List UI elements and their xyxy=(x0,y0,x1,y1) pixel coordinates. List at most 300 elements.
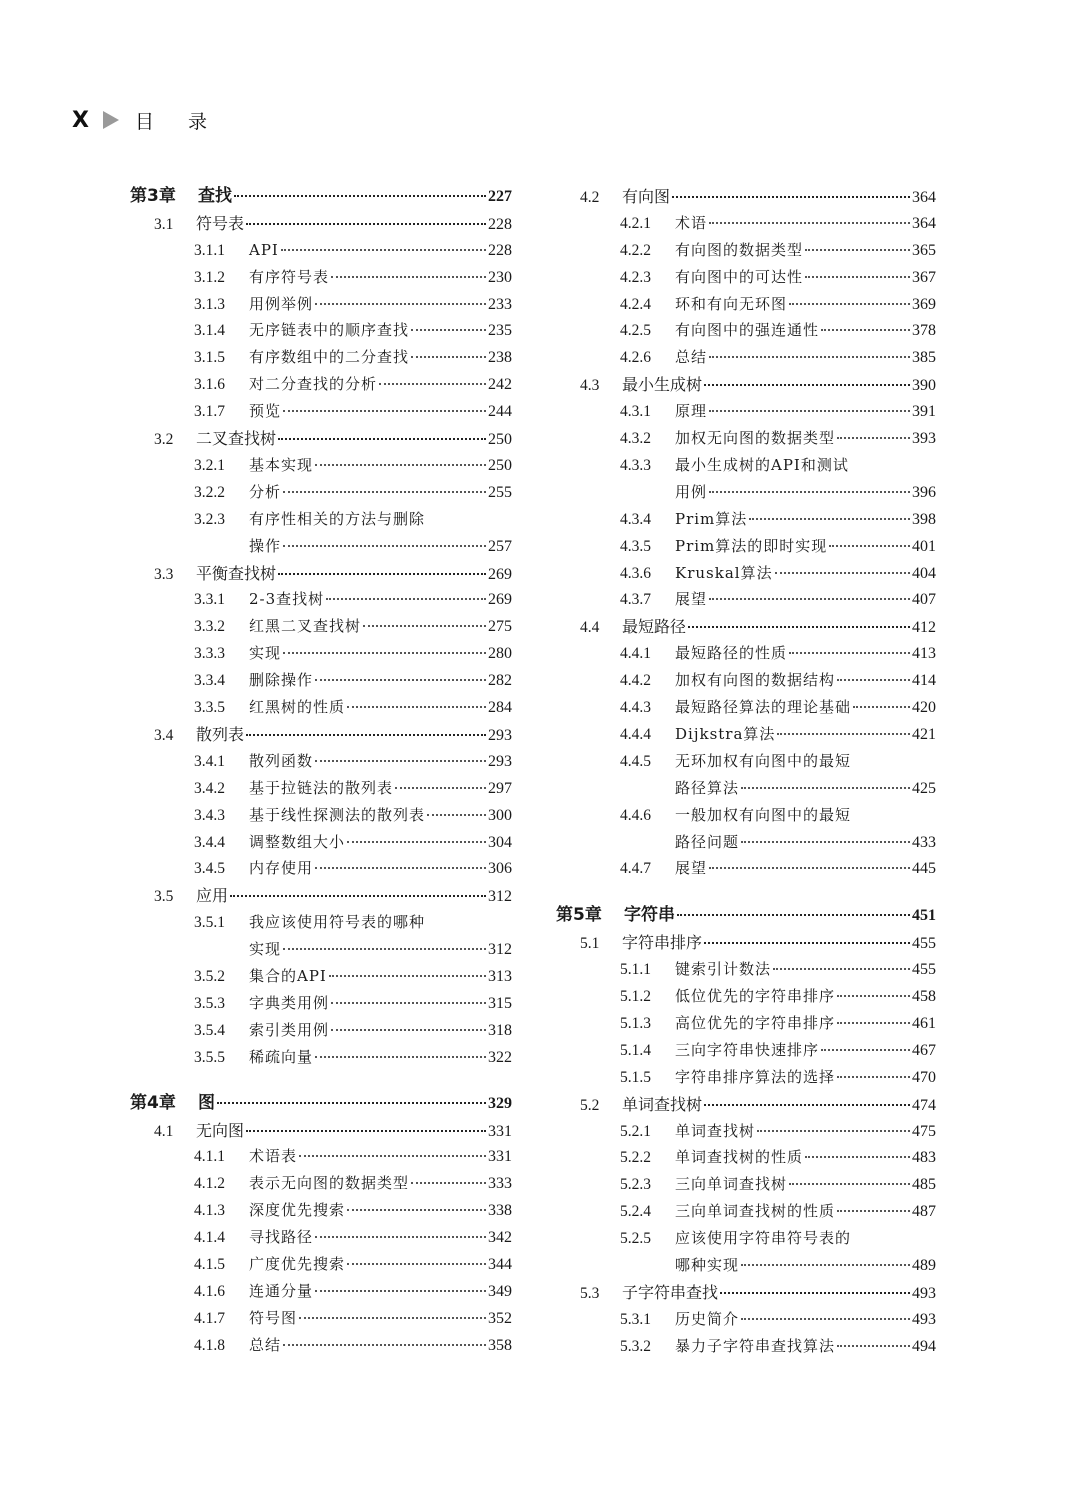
toc-entry[interactable] xyxy=(130,829,512,856)
page-title: 目录 xyxy=(134,110,241,133)
toc-entry[interactable] xyxy=(556,855,936,882)
toc-entry[interactable] xyxy=(130,882,512,909)
page-header xyxy=(72,106,241,134)
toc-entry-page: 385 xyxy=(912,349,936,366)
toc-entry-number: 4.1.6 xyxy=(194,1283,225,1300)
toc-entry[interactable] xyxy=(556,1279,936,1306)
toc-entry[interactable] xyxy=(130,1278,512,1305)
toc-entry[interactable] xyxy=(556,586,936,613)
toc-entry-page: 233 xyxy=(488,296,512,313)
toc-entry-page: 391 xyxy=(912,403,936,420)
toc-entry-title: 低位优先的字符串排序 xyxy=(675,987,836,1005)
toc-entry-number: 3.1.1 xyxy=(194,242,225,259)
toc-entry[interactable] xyxy=(556,829,936,856)
dot-leader xyxy=(720,1288,910,1294)
dot-leader xyxy=(741,1314,910,1320)
toc-entry-page: 401 xyxy=(912,538,936,555)
toc-entry[interactable] xyxy=(130,613,512,640)
toc-entry-title: 查找 xyxy=(198,186,232,206)
toc-entry[interactable] xyxy=(556,640,936,667)
toc-entry-page: 227 xyxy=(488,188,512,205)
toc-entry-number: 3.2.1 xyxy=(194,457,225,474)
dot-leader xyxy=(741,1260,910,1266)
toc-entry-page: 414 xyxy=(912,672,936,689)
toc-entry-page: 235 xyxy=(488,322,512,339)
toc-entry-number: 3.4 xyxy=(154,727,174,744)
toc-entry[interactable] xyxy=(130,721,512,748)
toc-entry-page: 461 xyxy=(912,1015,936,1032)
toc-entry-title: 基于拉链法的散列表 xyxy=(249,779,394,797)
toc-entry[interactable] xyxy=(130,183,512,210)
toc-entry-number: 4.2.1 xyxy=(620,215,651,232)
dot-leader xyxy=(278,569,486,575)
toc-entry[interactable] xyxy=(556,1252,936,1279)
toc-entry[interactable] xyxy=(556,264,936,291)
toc-entry-number: 5.3.1 xyxy=(620,1311,651,1328)
dot-leader xyxy=(704,1100,910,1106)
toc-entry-number: 3.1.7 xyxy=(194,403,225,420)
toc-entry-title: 单词查找树 xyxy=(675,1122,756,1140)
toc-entry-page: 230 xyxy=(488,269,512,286)
toc-entry-page: 487 xyxy=(912,1203,936,1220)
toc-entry-number: 3.4.2 xyxy=(194,780,225,797)
toc-entry-number: 4.4.6 xyxy=(620,807,651,824)
toc-entry[interactable] xyxy=(130,748,512,775)
toc-entry[interactable] xyxy=(556,317,936,344)
toc-entry[interactable] xyxy=(556,1306,936,1333)
toc-entry-page: 467 xyxy=(912,1042,936,1059)
dot-leader xyxy=(709,406,910,412)
toc-entry-page: 358 xyxy=(488,1337,512,1354)
toc-entry[interactable] xyxy=(130,371,512,398)
toc-entry-title: 有向图中的强连通性 xyxy=(675,321,820,339)
dot-leader xyxy=(283,406,486,412)
toc-entry-number: 3.3.3 xyxy=(194,645,225,662)
toc-entry-number: 4.2.5 xyxy=(620,322,651,339)
toc-entry[interactable] xyxy=(130,1305,512,1332)
toc-entry[interactable] xyxy=(556,210,936,237)
toc-entry-page: 250 xyxy=(488,457,512,474)
toc-entry-title: 用例举例 xyxy=(249,295,314,313)
toc-entry-title: 广度优先搜索 xyxy=(249,1255,346,1273)
toc-entry[interactable] xyxy=(556,1171,936,1198)
toc-entry-title: 三向单词查找树 xyxy=(675,1175,788,1193)
dot-leader xyxy=(704,938,910,944)
dot-leader xyxy=(283,648,486,654)
toc-entry-title: 路径问题 xyxy=(675,833,740,851)
toc-entry[interactable] xyxy=(130,1224,512,1251)
toc-entry[interactable] xyxy=(130,1251,512,1278)
toc-entry-title: 三向字符串快速排序 xyxy=(675,1041,820,1059)
toc-entry-page: 413 xyxy=(912,645,936,662)
toc-entry[interactable] xyxy=(130,1090,512,1117)
dot-leader xyxy=(246,730,486,736)
toc-entry-page: 445 xyxy=(912,860,936,877)
toc-entry[interactable] xyxy=(130,425,512,452)
toc-entry-title: Kruskal算法 xyxy=(675,564,773,582)
dot-leader xyxy=(347,837,486,843)
toc-entry-number: 4.3 xyxy=(580,377,600,394)
toc-entry-title: Prim算法 xyxy=(675,510,748,528)
toc-entry-page: 474 xyxy=(912,1097,936,1114)
toc-entry-number: 4.1.1 xyxy=(194,1148,225,1165)
toc-entry-title: 调整数组大小 xyxy=(249,833,346,851)
toc-entry[interactable] xyxy=(130,1117,512,1144)
dot-leader xyxy=(315,1286,486,1292)
toc-entry-number: 3.1.3 xyxy=(194,296,225,313)
dot-leader xyxy=(709,218,910,224)
toc-entry-title: 散列函数 xyxy=(249,752,314,770)
toc-entry-number: 3.4.4 xyxy=(194,834,225,851)
toc-entry-number: 4.3.6 xyxy=(620,565,651,582)
toc-entry[interactable] xyxy=(556,479,936,506)
toc-entry-title: 无序链表中的顺序查找 xyxy=(249,321,410,339)
toc-entry-page: 338 xyxy=(488,1202,512,1219)
toc-entry-title: 预览 xyxy=(249,402,282,420)
toc-entry[interactable] xyxy=(130,533,512,560)
toc-entry[interactable] xyxy=(556,1064,936,1091)
toc-entry-title: 总结 xyxy=(249,1336,282,1354)
toc-entry[interactable] xyxy=(556,533,936,560)
toc-entry-page: 304 xyxy=(488,834,512,851)
page-marker: X xyxy=(72,107,89,133)
toc-entry-number: 3.1.2 xyxy=(194,269,225,286)
toc-entry-page: 390 xyxy=(912,377,936,394)
toc-entry-title: 历史简介 xyxy=(675,1310,740,1328)
toc-entry-page: 493 xyxy=(912,1311,936,1328)
dot-leader xyxy=(278,434,486,440)
dot-leader xyxy=(246,1126,486,1132)
toc-entry-title: 集合的API xyxy=(249,967,327,985)
toc-entry[interactable] xyxy=(556,506,936,533)
toc-entry[interactable] xyxy=(130,936,512,963)
dot-leader xyxy=(821,325,910,331)
toc-entry-page: 257 xyxy=(488,538,512,555)
toc-entry-number: 3.2.3 xyxy=(194,511,225,528)
toc-entry-page: 455 xyxy=(912,935,936,952)
toc-entry-number: 4.3.1 xyxy=(620,403,651,420)
dot-leader xyxy=(331,998,486,1004)
toc-entry-number: 4.3.4 xyxy=(620,511,651,528)
toc-entry[interactable] xyxy=(556,371,936,398)
toc-entry[interactable] xyxy=(130,1044,512,1071)
dot-leader xyxy=(821,1045,910,1051)
toc-entry[interactable] xyxy=(130,586,512,613)
toc-entry-number: 5.1.4 xyxy=(620,1042,651,1059)
toc-entry-page: 494 xyxy=(912,1338,936,1355)
toc-entry-title: 实现 xyxy=(249,644,282,662)
dot-leader xyxy=(395,783,486,789)
toc-entry[interactable] xyxy=(130,398,512,425)
toc-entry-title: 符号表 xyxy=(196,214,245,233)
toc-entry-page: 364 xyxy=(912,189,936,206)
toc-entry-page: 242 xyxy=(488,376,512,393)
toc-entry[interactable] xyxy=(556,560,936,587)
toc-entry-number: 3.1.5 xyxy=(194,349,225,366)
toc-entry-page: 369 xyxy=(912,296,936,313)
toc-entry-page: 333 xyxy=(488,1175,512,1192)
toc-entry-title: Prim算法的即时实现 xyxy=(675,537,828,555)
toc-entry[interactable] xyxy=(130,640,512,667)
toc-entry[interactable] xyxy=(556,667,936,694)
toc-entry[interactable] xyxy=(130,1170,512,1197)
toc-entry-page: 297 xyxy=(488,780,512,797)
dot-leader xyxy=(749,514,910,520)
toc-entry-number: 3.3.4 xyxy=(194,672,225,689)
toc-entry-number: 4.4.2 xyxy=(620,672,651,689)
toc-entry[interactable] xyxy=(130,667,512,694)
toc-entry-page: 228 xyxy=(488,242,512,259)
toc-entry-number: 4.1.8 xyxy=(194,1337,225,1354)
toc-entry-number: 3.5.2 xyxy=(194,968,225,985)
toc-entry[interactable] xyxy=(130,1017,512,1044)
toc-entry[interactable] xyxy=(556,694,936,721)
dot-leader xyxy=(230,891,486,897)
toc-entry[interactable] xyxy=(556,1010,936,1037)
toc-entry[interactable] xyxy=(130,210,512,237)
toc-entry-title: 加权有向图的数据结构 xyxy=(675,671,836,689)
toc-entry-page: 342 xyxy=(488,1229,512,1246)
toc-entry-number: 4.4 xyxy=(580,619,600,636)
toc-entry[interactable] xyxy=(130,264,512,291)
toc-entry-number: 4.3.7 xyxy=(620,591,651,608)
dot-leader xyxy=(688,622,910,628)
toc-entry-title: 暴力子字符串查找算法 xyxy=(675,1337,836,1355)
toc-entry-number: 4.1.2 xyxy=(194,1175,225,1192)
toc-entry-page: 293 xyxy=(488,753,512,770)
dot-leader xyxy=(829,541,910,547)
toc-entry-page: 455 xyxy=(912,961,936,978)
toc-entry-page: 331 xyxy=(488,1148,512,1165)
toc-entry[interactable] xyxy=(556,1118,936,1145)
toc-entry[interactable] xyxy=(130,452,512,479)
toc-entry-page: 228 xyxy=(488,216,512,233)
toc-entry[interactable] xyxy=(556,802,936,829)
dot-leader xyxy=(363,621,486,627)
toc-entry-title: 子字符串查找 xyxy=(622,1283,719,1302)
toc-entry-page: 269 xyxy=(488,591,512,608)
toc-entry[interactable] xyxy=(556,1333,936,1360)
toc-entry-title: 索引类用例 xyxy=(249,1021,330,1039)
dot-leader xyxy=(805,245,910,251)
toc-entry-number: 3.2 xyxy=(154,431,174,448)
toc-entry-title: 有序数组中的二分查找 xyxy=(249,348,410,366)
dot-leader xyxy=(757,1126,910,1132)
toc-entry[interactable] xyxy=(556,183,936,210)
toc-entry-title: API xyxy=(249,241,279,259)
dot-leader xyxy=(347,1205,486,1211)
toc-entry[interactable] xyxy=(130,694,512,721)
toc-entry-page: 269 xyxy=(488,566,512,583)
toc-entry[interactable] xyxy=(130,963,512,990)
dot-leader xyxy=(283,1340,486,1346)
toc-entry[interactable] xyxy=(130,802,512,829)
toc-entry[interactable] xyxy=(130,855,512,882)
toc-entry[interactable] xyxy=(556,291,936,318)
toc-entry[interactable] xyxy=(130,1332,512,1359)
dot-leader xyxy=(347,702,486,708)
toc-entry-page: 365 xyxy=(912,242,936,259)
dot-leader xyxy=(777,729,910,735)
toc-entry-number: 4.3.2 xyxy=(620,430,651,447)
toc-entry[interactable] xyxy=(556,929,936,956)
toc-entry-page: 393 xyxy=(912,430,936,447)
toc-entry[interactable] xyxy=(556,1091,936,1118)
toc-entry-page: 378 xyxy=(912,322,936,339)
toc-entry-title: 连通分量 xyxy=(249,1282,314,1300)
toc-entry-page: 398 xyxy=(912,511,936,528)
toc-entry[interactable] xyxy=(556,748,936,775)
toc-entry[interactable] xyxy=(556,1198,936,1225)
toc-entry[interactable] xyxy=(556,902,936,929)
toc-entry[interactable] xyxy=(556,398,936,425)
toc-entry[interactable] xyxy=(130,775,512,802)
toc-entry[interactable] xyxy=(556,1144,936,1171)
toc-entry-title: 展望 xyxy=(675,590,708,608)
dot-leader xyxy=(283,541,486,547)
toc-entry-title: 展望 xyxy=(675,859,708,877)
toc-entry-page: 367 xyxy=(912,269,936,286)
toc-entry[interactable] xyxy=(556,1037,936,1064)
dot-leader xyxy=(217,1098,486,1104)
toc-entry-number: 4.2.3 xyxy=(620,269,651,286)
toc-entry-title: 表示无向图的数据类型 xyxy=(249,1174,410,1192)
toc-entry-number: 3.4.1 xyxy=(194,753,225,770)
toc-entry-number: 3.1 xyxy=(154,216,174,233)
toc-entry-page: 451 xyxy=(912,907,936,924)
toc-entry-number: 5.1.2 xyxy=(620,988,651,1005)
toc-entry-number: 5.2.1 xyxy=(620,1123,651,1140)
toc-entry-title: 应该使用字符串符号表的 xyxy=(675,1229,852,1247)
toc-entry-page: 483 xyxy=(912,1149,936,1166)
toc-entry[interactable] xyxy=(556,452,936,479)
toc-entry-page: 322 xyxy=(488,1049,512,1066)
toc-entry[interactable] xyxy=(130,909,512,936)
toc-entry-page: 250 xyxy=(488,431,512,448)
dot-leader xyxy=(709,863,910,869)
dot-leader xyxy=(326,594,486,600)
dot-leader xyxy=(347,1259,486,1265)
toc-entry-page: 352 xyxy=(488,1310,512,1327)
toc-entry[interactable] xyxy=(556,237,936,264)
toc-entry-number: 4.2.6 xyxy=(620,349,651,366)
toc-entry-number: 第5章 xyxy=(556,905,602,925)
toc-entry-title: 字符串排序算法的选择 xyxy=(675,1068,836,1086)
toc-entry[interactable] xyxy=(556,1225,936,1252)
dot-leader xyxy=(315,756,486,762)
toc-entry[interactable] xyxy=(556,983,936,1010)
toc-entry-title: 无向图 xyxy=(196,1121,245,1140)
dot-leader xyxy=(283,487,486,493)
toc-entry[interactable] xyxy=(130,560,512,587)
toc-entry-number: 4.4.4 xyxy=(620,726,651,743)
toc-entry-title: 术语 xyxy=(675,214,708,232)
dot-leader xyxy=(789,1179,910,1185)
toc-entry[interactable] xyxy=(556,425,936,452)
toc-entry-title: 对二分查找的分析 xyxy=(249,375,378,393)
dot-leader xyxy=(329,971,486,977)
dot-leader xyxy=(789,648,910,654)
toc-entry-page: 433 xyxy=(912,834,936,851)
toc-entry[interactable] xyxy=(556,775,936,802)
dot-leader xyxy=(315,1232,486,1238)
toc-entry-title: 应用 xyxy=(196,886,229,905)
toc-entry-title: 最小生成树的API和测试 xyxy=(675,456,849,474)
toc-entry-title: 字符串排序 xyxy=(622,933,703,952)
toc-entry[interactable] xyxy=(130,291,512,318)
toc-entry[interactable] xyxy=(556,344,936,371)
toc-entry-number: 5.1.1 xyxy=(620,961,651,978)
toc-entry-page: 300 xyxy=(488,807,512,824)
toc-entry-title: 有序符号表 xyxy=(249,268,330,286)
dot-leader xyxy=(805,1152,910,1158)
toc-entry-page: 282 xyxy=(488,672,512,689)
dot-leader xyxy=(709,352,910,358)
toc-entry-number: 第4章 xyxy=(130,1093,176,1113)
toc-entry[interactable] xyxy=(130,479,512,506)
toc-entry-title: 散列表 xyxy=(196,725,245,744)
dot-leader xyxy=(672,192,910,198)
toc-entry-title: 红黑树的性质 xyxy=(249,698,346,716)
toc-entry-title: 基本实现 xyxy=(249,456,314,474)
toc-entry-title: 符号图 xyxy=(249,1309,298,1327)
toc-entry[interactable] xyxy=(130,237,512,264)
toc-entry-title: 用例 xyxy=(675,483,708,501)
dot-leader xyxy=(805,272,910,278)
toc-entry[interactable] xyxy=(556,721,936,748)
toc-entry-number: 3.5.1 xyxy=(194,914,225,931)
toc-entry-page: 238 xyxy=(488,349,512,366)
toc-entry-number: 4.1.3 xyxy=(194,1202,225,1219)
dot-leader xyxy=(741,837,910,843)
toc-entry-number: 3.4.3 xyxy=(194,807,225,824)
toc-entry-number: 3.5.5 xyxy=(194,1049,225,1066)
toc-entry[interactable] xyxy=(130,1197,512,1224)
toc-entry-title: 平衡查找树 xyxy=(196,564,277,583)
dot-leader xyxy=(837,433,910,439)
toc-entry-number: 3.5.4 xyxy=(194,1022,225,1039)
toc-entry-title: 有向图中的可达性 xyxy=(675,268,804,286)
toc-entry-page: 421 xyxy=(912,726,936,743)
toc-entry[interactable] xyxy=(130,506,512,533)
dot-leader xyxy=(837,1341,910,1347)
toc-entry[interactable] xyxy=(130,317,512,344)
toc-entry-number: 5.2.2 xyxy=(620,1149,651,1166)
dot-leader xyxy=(234,191,486,197)
dot-leader xyxy=(281,245,486,251)
toc-entry-title: 三向单词查找树的性质 xyxy=(675,1202,836,1220)
dot-leader xyxy=(315,1052,486,1058)
dot-leader xyxy=(704,380,910,386)
toc-entry[interactable] xyxy=(130,1143,512,1170)
toc-entry-number: 3.3.5 xyxy=(194,699,225,716)
toc-entry[interactable] xyxy=(556,613,936,640)
toc-entry-title: 键索引计数法 xyxy=(675,960,772,978)
dot-leader xyxy=(331,1025,486,1031)
dot-leader xyxy=(837,1072,910,1078)
dot-leader xyxy=(789,299,910,305)
dot-leader xyxy=(709,594,910,600)
toc-entry-title: 加权无向图的数据类型 xyxy=(675,429,836,447)
toc-entry-title: 分析 xyxy=(249,483,282,501)
toc-entry-page: 255 xyxy=(488,484,512,501)
toc-entry-page: 306 xyxy=(488,860,512,877)
toc-entry[interactable] xyxy=(556,956,936,983)
toc-entry-number: 4.2.4 xyxy=(620,296,651,313)
dot-leader xyxy=(299,1313,486,1319)
toc-entry[interactable] xyxy=(130,344,512,371)
toc-entry[interactable] xyxy=(130,990,512,1017)
